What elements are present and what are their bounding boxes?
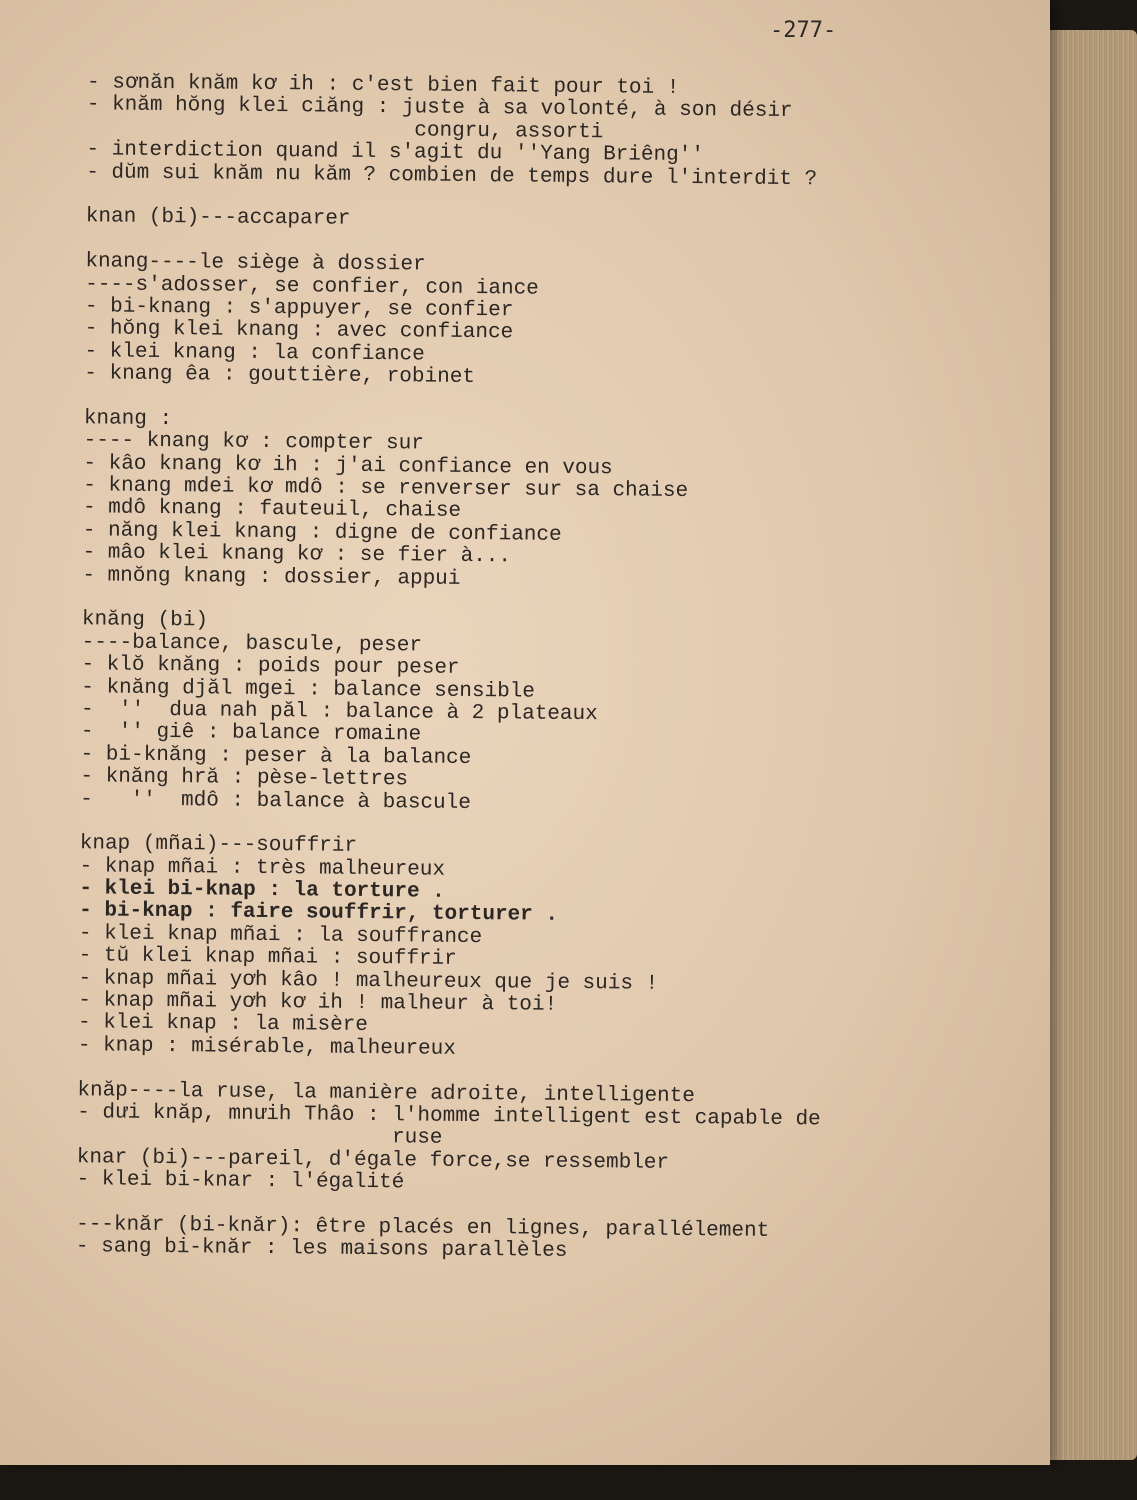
entry-line: - dưi knăp, mnưih Thâo : l'homme intelligent est capable de (51, 1100, 821, 1132)
entry-line: - klei knap : la misère (52, 1011, 369, 1038)
entry-line: - '' giê : balance romaine (55, 720, 422, 747)
entry-line: - interdiction quand il s'agit du ''Yang Briêng'' (61, 138, 705, 168)
entry-line: - knang êa : gouttière, robinet (58, 362, 476, 390)
entry-line: - mâo klei knang kơ : se fier à... (57, 541, 512, 569)
entry-line: - knăng hră : pèse-lettres (55, 765, 409, 792)
entry-line: - knăm hŏng klei ciăng : juste à sa volonté, à son désir (61, 93, 793, 124)
entry-line: - sơnăn knăm kơ ih : c'est bien fait pour toi ! (61, 71, 680, 100)
entry-line: knăng (bi) (56, 608, 209, 633)
entry-line: - hŏng klei knang : avec confiance (59, 317, 514, 345)
entry-line: - bi-knang : s'appuyer, se confier (59, 294, 514, 323)
entry-line: - '' dua nah păl : balance à 2 plateaux (55, 697, 598, 727)
entry-line: - klei bi-knap : la torture . (54, 877, 445, 904)
entry-line: ----s'adosser, se confier, con iance (59, 272, 539, 301)
entry-line: - dŭm sui knăm nu kăm ? combien de temps dure l'interdit ? (60, 160, 818, 191)
entry-line: knap (mñai)---souffrir (54, 832, 358, 859)
entry-line: congru, assorti (61, 115, 604, 144)
entry-line: - knap mñai : très malheureux (54, 854, 446, 882)
entry-line: - kâo knang kơ ih : j'ai confiance en vous (58, 451, 613, 480)
entry-line: knang : (58, 406, 173, 431)
entry-line: ---- knang kơ : compter sur (58, 429, 425, 456)
entry-line: - bi-knap : faire souffrir, torturer . (53, 899, 559, 928)
entry-line: - klei knap mñai : la souffrance (53, 921, 483, 949)
entry-line: - klei knang : la confiance (59, 339, 425, 367)
entry-line: ---knăr (bi-knăr): être placés en lignes, parallélement (50, 1212, 770, 1243)
page-number: -277- (770, 18, 837, 43)
entry-line: - knap : misérable, malheureux (52, 1033, 457, 1061)
entry-line: - năng klei knang : digne de confiance (57, 518, 562, 547)
entry-line: - knap mñai yơh kơ ih ! malheur à toi! (52, 988, 558, 1017)
entry-line: - knăng djăl mgei : balance sensible (55, 675, 536, 704)
entry-line: - mnŏng knang : dossier, appui (57, 563, 461, 591)
entry-line: - klŏ knăng : poids pour peser (56, 653, 460, 680)
entry-line: knar (bi)---pareil, d'égale force,se ressembler (51, 1145, 670, 1175)
entry-line: - mdô knang : fauteuil, chaise (57, 496, 462, 524)
entry-line: - bi-knăng : peser à la balance (55, 742, 472, 770)
entry-line: knang----le siège à dossier (60, 250, 426, 277)
dictionary-entries (51, 72, 962, 1267)
entry-line: - knap mñai yơh kâo ! malheureux que je suis ! (53, 966, 659, 996)
entry-line: - sang bi-knăr : les maisons parallèles (50, 1235, 568, 1264)
entry-line: - '' mdô : balance à bascule (54, 787, 471, 815)
entry-line: - klei bi-knar : l'égalité (51, 1168, 405, 1195)
entry-line: ruse (51, 1123, 443, 1151)
entry-line: knăp----la ruse, la manière adroite, intelligente (52, 1078, 696, 1108)
entry-line: - tŭ klei knap mñai : souffrir (53, 944, 457, 972)
entry-line: - knang mdei kơ mdô : se renverser sur sa chaise (57, 474, 689, 504)
entry-line: ----balance, bascule, peser (56, 630, 423, 658)
entry-line: knan (bi)---accaparer (60, 205, 351, 232)
